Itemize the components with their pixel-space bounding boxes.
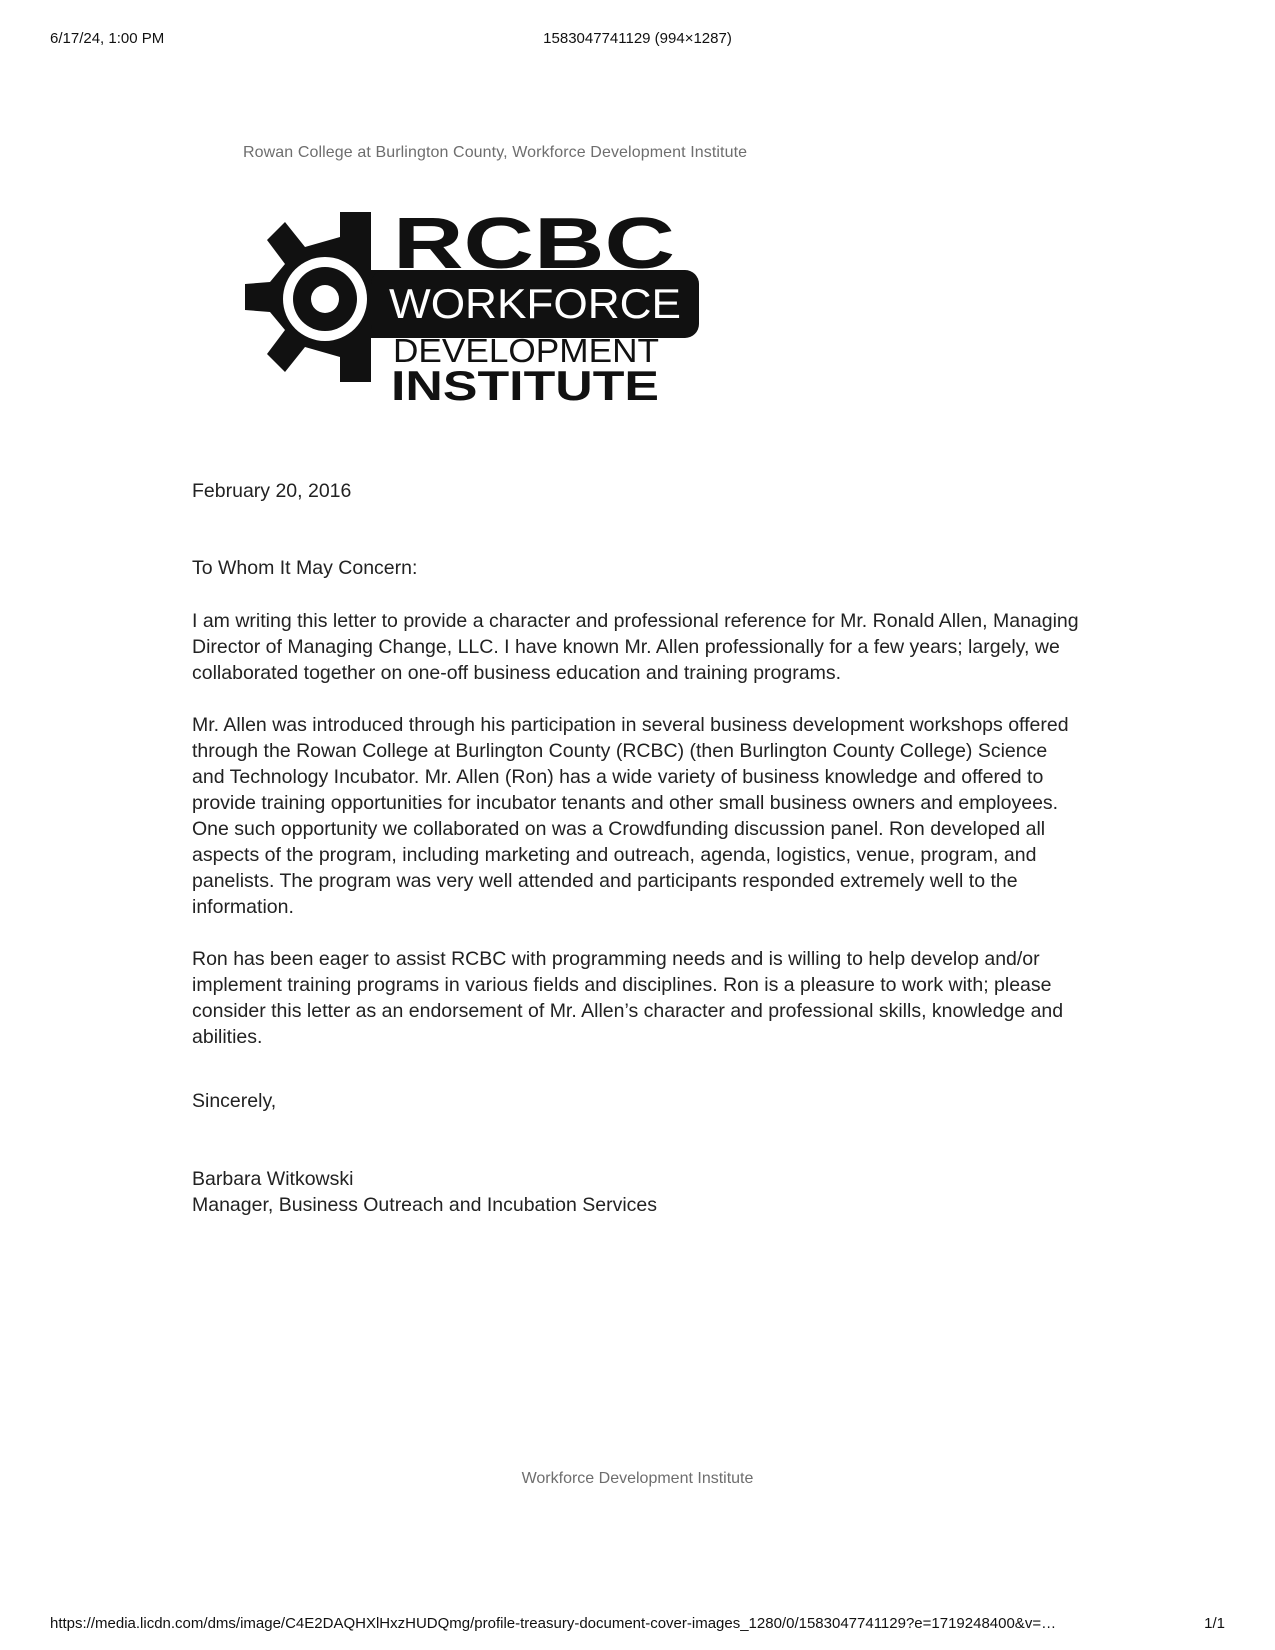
letter-paragraph: I am writing this letter to provide a character and professional reference for Mr. Ronald Allen, Managing Director of Managing Change, LLC. I have known Mr. Allen professionally for a few years; largely, we collaborated together on one-off business education and training programs.: [192, 610, 1079, 684]
letter-salutation: To Whom It May Concern:: [192, 557, 418, 579]
logo-line-workforce: WORKFORCE: [389, 280, 681, 327]
signer-title: Manager, Business Outreach and Incubation Services: [192, 1194, 658, 1216]
letter-paragraph: Ron has been eager to assist RCBC with programming needs and is willing to help develop and/or implement training programs in various fields and disciplines. Ron is a pleasure to work with; please consider this letter as an endorsement of Mr. Allen’s character and professional skills, knowledge and abilities.: [192, 948, 1064, 1048]
letterhead-text: Rowan College at Burlington County, Workforce Development Institute: [243, 144, 748, 161]
letter-closing: Sincerely,: [192, 1090, 277, 1112]
letter-signature-block: [192, 1166, 1082, 1218]
rcbc-logo: [245, 212, 725, 402]
print-datetime: 6/17/24, 1:00 PM: [50, 30, 165, 47]
print-document-title: 1583047741129 (994×1287): [543, 30, 732, 47]
letter-footer-text: Workforce Development Institute: [521, 1470, 754, 1487]
logo-line-rcbc: RCBC: [393, 212, 675, 284]
print-page-number: 1/1: [1204, 1615, 1225, 1632]
letter-date: February 20, 2016: [192, 480, 352, 502]
letter-paragraph: Mr. Allen was introduced through his participation in several business development workshops offered through the Rowan College at Burlington County (RCBC) (then Burlington County College) Science and Technology Incubator. Mr. Allen (Ron) has a wide variety of business knowledge and offered to provide training opportunities for incubator tenants and other small business owners and employees. One such opportunity we collaborated on was a Crowdfunding discussion panel. Ron developed all aspects of the program, including marketing and outreach, agenda, logistics, venue, program, and panelists. The program was very well attended and participants responded extremely well to the information.: [192, 714, 1069, 918]
logo-line-institute: INSTITUTE: [391, 362, 659, 402]
print-url: https://media.licdn.com/dms/image/C4E2DAQHXlHxzHUDQmg/profile-treasury-document-cover-images_1280/0/1583047741129?e=1719248400&v=…: [50, 1615, 1057, 1632]
signer-name: Barbara Witkowski: [192, 1168, 354, 1190]
logo-line-development: DEVELOPMENT: [393, 332, 659, 369]
